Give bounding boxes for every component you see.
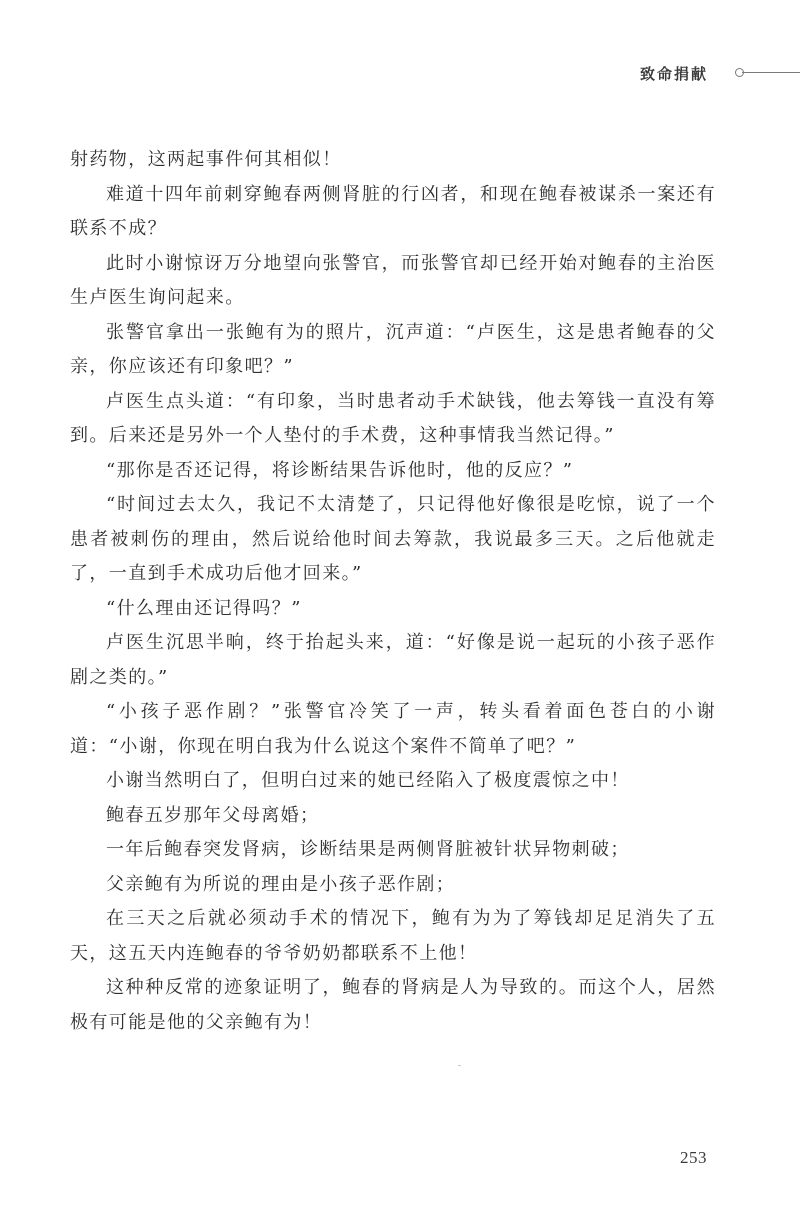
paragraph: 卢医生点头道：“有印象，当时患者动手术缺钱，他去筹钱一直没有筹到。后来还是另外一个人垫付的手术费，这种事情我当然记得。” [70,390,716,446]
paragraph: 射药物，这两起事件何其相似！ [70,149,342,170]
paragraph: 父亲鲍有为所说的理由是小孩子恶作剧； [106,873,456,895]
paragraph: 这种种反常的迹象证明了，鲍春的肾病是人为导致的。而这个人，居然极有可能是他的父亲鲍有为！ [70,977,716,1033]
paragraph: “什么理由还记得吗？” [106,597,302,619]
paragraph: 鲍春五岁那年父母离婚； [106,804,320,826]
paragraph: 一年后鲍春突发肾病，诊断结果是两侧肾脏被针状异物刺破； [106,839,630,860]
running-header [540,63,800,85]
paragraph: 卢医生沉思半晌，终于抬起头来，道：“好像是说一起玩的小孩子恶作剧之类的。” [70,632,716,688]
paragraph: “小孩子恶作剧？”张警官冷笑了一声，转头看着面色苍白的小谢道：“小谢，你现在明白我为什么说这个案件不简单了吧？” [70,701,716,757]
paragraph: “时间过去太久，我记不太清楚了，只记得他好像很是吃惊，说了一个患者被刺伤的理由，然后说给他时间去筹款，我说最多三天。之后他就走了，一直到手术成功后他才回来。” [70,494,716,584]
paragraph: 小谢当然明白了，但明白过来的她已经陷入了极度震惊之中！ [106,770,630,791]
paragraph: 张警官拿出一张鲍有为的照片，沉声道：“卢医生，这是患者鲍春的父亲，你应该还有印象吧？” [70,321,716,377]
paragraph: 难道十四年前刺穿鲍春两侧肾脏的行凶者，和现在鲍春被谋杀一案还有联系不成？ [70,183,716,239]
scan-speck [458,1065,461,1066]
header-title: 致命捐献 [639,65,708,83]
paragraph: 在三天之后就必须动手术的情况下，鲍有为为了筹钱却足足消失了五天，这五天内连鲍春的爷爷奶奶都联系不上他！ [70,908,716,964]
header-rule [742,72,800,73]
page-number: 253 [680,1148,707,1167]
paragraph: 此时小谢惊讶万分地望向张警官，而张警官却已经开始对鲍春的主治医生卢医生询问起来。 [70,252,716,308]
body-text [70,143,716,1040]
paragraph: “那你是否还记得，将诊断结果告诉他时，他的反应？” [106,459,574,481]
